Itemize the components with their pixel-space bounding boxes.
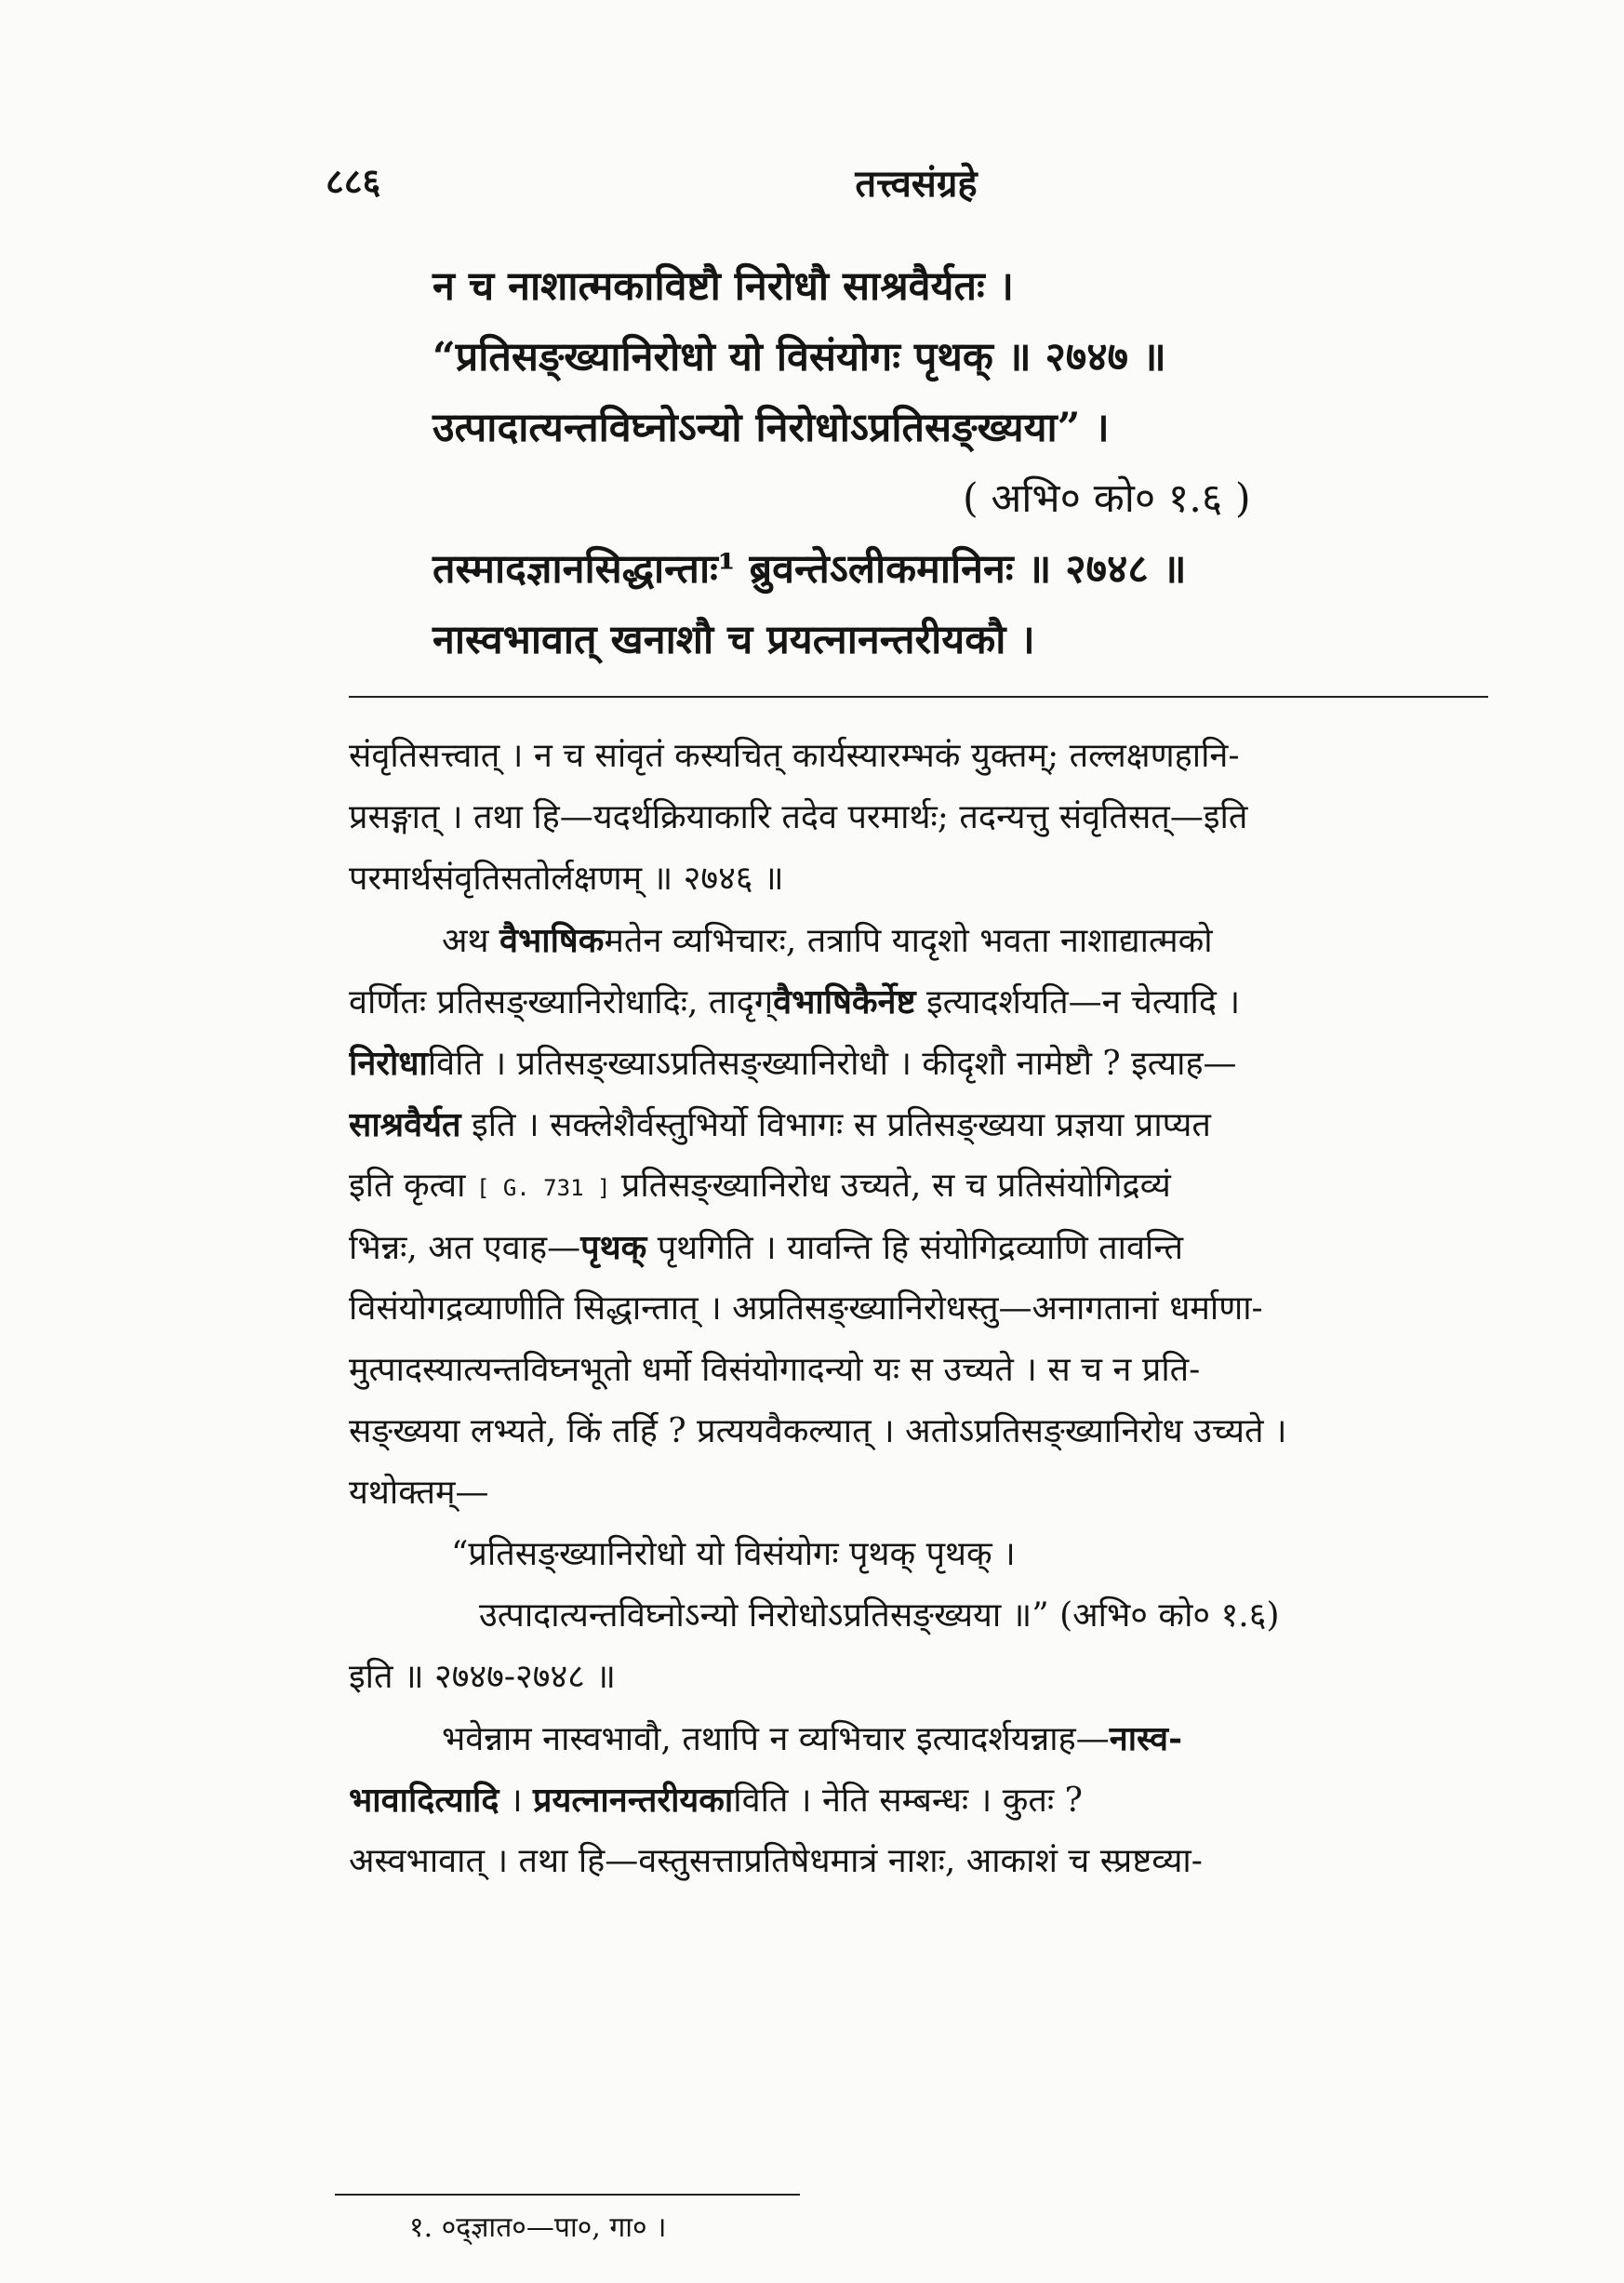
commentary-line: प्रसङ्गात् । तथा हि—यदर्थक्रियाकारि तदेव परमार्थः; तदन्यत्तु संवृतिसत्—इति (349, 798, 1248, 836)
page-marker: [ G. 731 ] (475, 1175, 611, 1201)
commentary-line: विसंयोगद्रव्याणीति सिद्धान्तात् । अप्रतिसङ्ख्यानिरोधस्तु—अनागतानां धर्माणा- (349, 1289, 1263, 1328)
section-divider (349, 696, 1488, 698)
verse-line: न च नाशात्मकाविष्टौ निरोधौ साश्रवैर्यतः । (433, 263, 1014, 310)
commentary-line: निरोधाविति । प्रतिसङ्ख्याऽप्रतिसङ्ख्यानिरोधौ । कीदृशौ नामेष्टौ ? इत्याह— (349, 1044, 1237, 1083)
running-title: तत्त्वसंग्रहे (855, 162, 978, 206)
commentary-line: अथ वैभाषिकमतेन व्यभिचारः, तत्रापि यादृशो भवता नाशाद्यात्मको (442, 921, 1213, 960)
commentary-line: साश्रवैर्यत इति । सक्लेशैर्वस्तुभिर्यो विभागः स प्रतिसङ्ख्यया प्रज्ञया प्राप्यत (349, 1105, 1211, 1144)
verse-reference: ( अभि० को० १.६ ) (963, 475, 1251, 522)
verse-line: नास्वभावात् खनाशौ च प्रयत्नानन्तरीयकौ । (433, 617, 1035, 663)
commentary-line: भवेन्नाम नास्वभावौ, तथापि न व्यभिचार इत्यादर्शयन्नाह—नास्व- (442, 1719, 1183, 1758)
verse-line: उत्पादात्यन्तविघ्नोऽन्यो निरोधोऽप्रतिसङ्ख्यया” । (433, 405, 1110, 451)
page-number: ८८६ (326, 160, 381, 202)
commentary-line: भावादित्यादि । प्रयत्नानन्तरीयकाविति । नेति सम्बन्धः । कुतः ? (349, 1781, 1083, 1820)
commentary-line: अस्वभावात् । तथा हि—वस्तुसत्ताप्रतिषेधमात्रं नाशः, आकाशं च स्प्रष्टव्या- (349, 1842, 1203, 1880)
footnote-divider (335, 2194, 800, 2196)
page-header (326, 156, 1507, 212)
quoted-verse-line: उत्पादात्यन्तविघ्नोऽन्यो निरोधोऽप्रतिसङ्ख्यया ॥” (अभि० को० १.६) (479, 1596, 1280, 1635)
commentary-line: परमार्थसंवृतिसतोर्लक्षणम् ॥ २७४६ ॥ (349, 860, 784, 898)
verse-block (433, 251, 1484, 675)
footnote: १. ०द्ज्ञात०—पा०, गा० । (409, 2211, 667, 2244)
commentary-block (349, 726, 1493, 1892)
quoted-verse-line: “प्रतिसङ्ख्यानिरोधो यो विसंयोगः पृथक् पृथक् । (451, 1535, 1016, 1573)
commentary-line: इति ॥ २७४७-२७४८ ॥ (349, 1658, 616, 1696)
commentary-line: इति कृत्वा [ G. 731 ] प्रतिसङ्ख्यानिरोध उच्यते, स च प्रतिसंयोगिद्रव्यं (349, 1167, 1171, 1205)
verse-line: “प्रतिसङ्ख्यानिरोधो यो विसंयोगः पृथक् ॥ २७४७ ॥ (433, 334, 1166, 380)
commentary-line: भिन्नः, अत एवाह—पृथक् पृथगिति । यावन्ति हि संयोगिद्रव्याणि तावन्ति (349, 1228, 1183, 1267)
commentary-line: यथोक्तम्— (349, 1474, 489, 1512)
verse-line: तस्मादज्ञानसिद्धान्ताः¹ ब्रुवन्तेऽलीकमानिनः ॥ २७४८ ॥ (433, 546, 1187, 593)
commentary-line: वर्णितः प्रतिसङ्ख्यानिरोधादिः, तादृग्वैभाषिकैर्नेष्ट इत्यादर्शयति—न चेत्यादि । (349, 982, 1241, 1021)
commentary-line: सङ्ख्यया लभ्यते, किं तर्हि ? प्रत्ययवैकल्यात् । अतोऽप्रतिसङ्ख्यानिरोध उच्यते । (349, 1412, 1287, 1450)
commentary-line: मुत्पादस्यात्यन्तविघ्नभूतो धर्मो विसंयोगादन्यो यः स उच्यते । स च न प्रति- (349, 1351, 1201, 1389)
commentary-line: संवृतिसत्त्वात् । न च सांवृतं कस्यचित् कार्यस्यारम्भकं युक्तम्; तल्लक्षणहानि- (349, 737, 1240, 775)
